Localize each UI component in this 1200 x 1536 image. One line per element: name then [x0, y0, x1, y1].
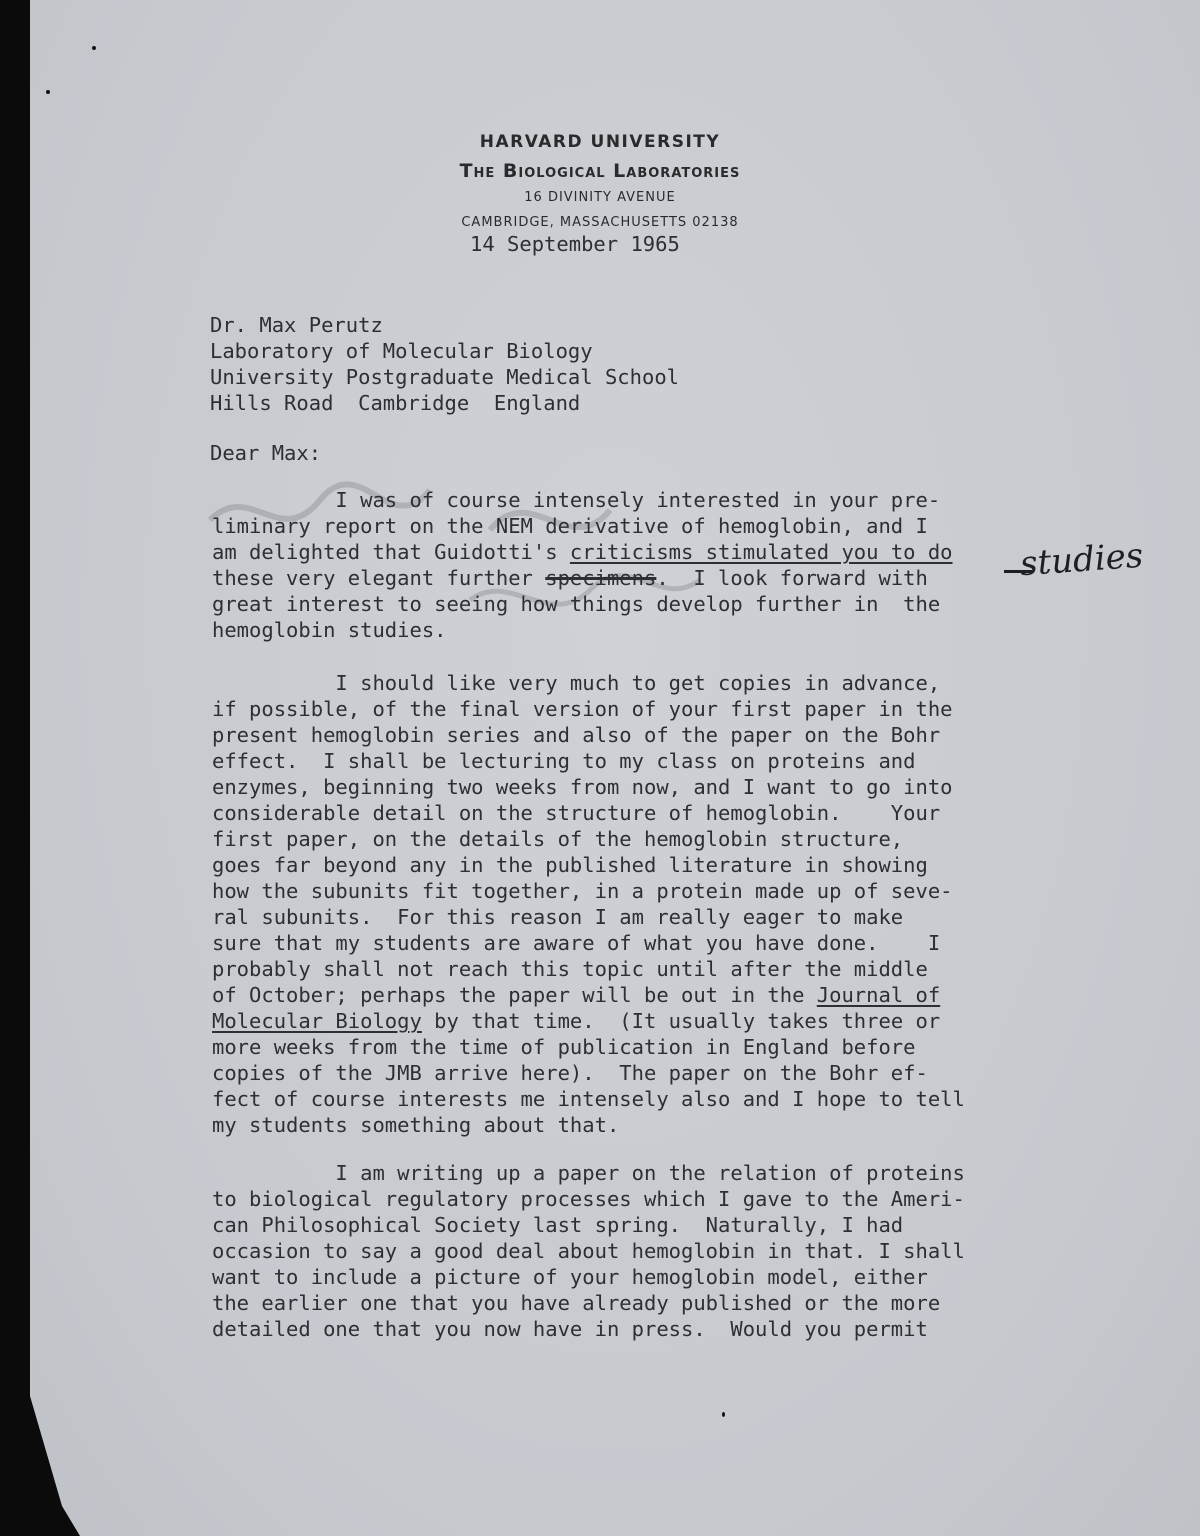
text-line: how the subunits fit together, in a protein made up of seve-: [212, 879, 953, 903]
text-line: can Philosophical Society last spring. Naturally, I had: [212, 1213, 904, 1237]
address-line: Hills Road Cambridge England: [210, 391, 581, 415]
text-segment: by that time. (It usually takes three or: [421, 1009, 941, 1033]
text-line: liminary report on the NEM derivative of hemoglobin, and I: [212, 514, 928, 538]
text-line: to biological regulatory processes which I gave to the Ameri-: [212, 1187, 965, 1211]
struck-word: specimens: [545, 566, 657, 590]
text-line: [212, 539, 953, 565]
text-line: goes far beyond any in the published literature in showing: [212, 853, 928, 877]
text-line: the earlier one that you have already published or the more: [212, 1291, 941, 1315]
speck: [92, 46, 96, 50]
text-segment: . I look forward with: [656, 566, 928, 590]
paragraph-1: [212, 487, 953, 643]
text-line: I was of course intensely interested in your pre-: [212, 488, 941, 512]
text-line: occasion to say a good deal about hemoglobin in that. I shall: [212, 1239, 965, 1263]
letterhead-university: HARVARD UNIVERSITY: [479, 132, 721, 152]
text-line: considerable detail on the structure of hemoglobin. Your: [212, 801, 941, 825]
text-line: sure that my students are aware of what you have done. I: [212, 931, 941, 955]
letterhead-street: 16 DIVINITY AVENUE: [524, 190, 676, 205]
underlined-phrase: criticisms stimulated you to do: [569, 540, 953, 564]
speck: [46, 90, 50, 94]
text-segment: these very elegant further: [212, 566, 546, 590]
text-line: detailed one that you now have in press. Would you permit: [212, 1317, 928, 1341]
address-line: University Postgraduate Medical School: [210, 365, 679, 389]
text-line: my students something about that.: [212, 1113, 620, 1137]
text-segment: am delighted that Guidotti's: [212, 540, 570, 564]
paragraph-3: [212, 1160, 965, 1342]
text-line: if possible, of the final version of your first paper in the: [212, 697, 953, 721]
text-line: present hemoglobin series and also of the paper on the Bohr: [212, 723, 941, 747]
text-line: ral subunits. For this reason I am really eager to make: [212, 905, 904, 929]
text-line: [212, 1008, 965, 1034]
address-line: Dr. Max Perutz: [210, 313, 383, 337]
text-line: I am writing up a paper on the relation of proteins: [212, 1161, 965, 1185]
letterhead-city: CAMBRIDGE, MASSACHUSETTS 02138: [461, 215, 739, 230]
letterhead-department: The Biological Laboratories: [459, 160, 741, 182]
text-line: want to include a picture of your hemoglobin model, either: [212, 1265, 928, 1289]
text-line: first paper, on the details of the hemoglobin structure,: [212, 827, 904, 851]
handwritten-insert: studies: [1018, 535, 1145, 585]
paragraph-2: [212, 670, 965, 1138]
text-segment: of October; perhaps the paper will be out in the: [212, 983, 817, 1007]
text-line: I should like very much to get copies in advance,: [212, 671, 941, 695]
speck: [722, 1412, 725, 1417]
text-line: [212, 565, 953, 591]
text-line: more weeks from the time of publication in England before: [212, 1035, 916, 1059]
journal-title: Journal of: [816, 983, 941, 1007]
recipient-address: [210, 312, 679, 416]
text-line: hemoglobin studies.: [212, 618, 447, 642]
text-line: enzymes, beginning two weeks from now, and I want to go into: [212, 775, 953, 799]
text-line: effect. I shall be lecturing to my class on proteins and: [212, 749, 916, 773]
text-line: [212, 982, 965, 1008]
text-line: copies of the JMB arrive here). The paper on the Bohr ef-: [212, 1061, 928, 1085]
salutation: Dear Max:: [210, 441, 322, 465]
text-line: fect of course interests me intensely also and I hope to tell: [212, 1087, 965, 1111]
text-line: great interest to seeing how things develop further in the: [212, 592, 941, 616]
journal-title: Molecular Biology: [212, 1009, 422, 1033]
text-line: probably shall not reach this topic until after the middle: [212, 957, 928, 981]
address-line: Laboratory of Molecular Biology: [210, 339, 593, 363]
letter-date: 14 September 1965: [470, 232, 680, 256]
